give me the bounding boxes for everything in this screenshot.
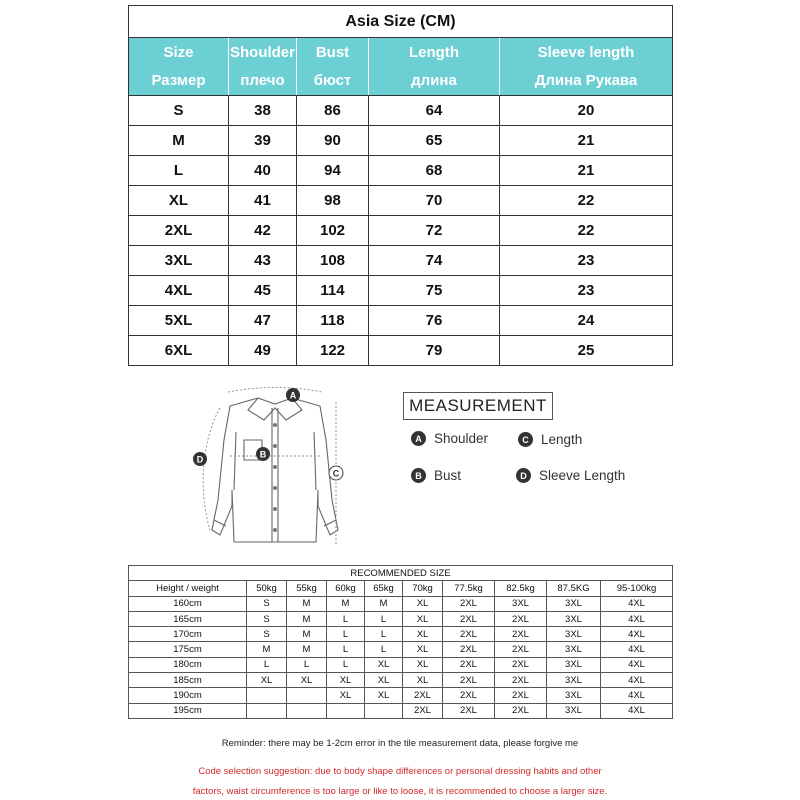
size-cell: 22 [500, 186, 673, 216]
suggestion-note-line1: Code selection suggestion: due to body shape differences or personal dressing habits and other [198, 766, 602, 777]
size-cell: 45 [229, 276, 297, 306]
recommended-row [129, 703, 673, 718]
size-cell: 90 [297, 126, 369, 156]
recommended-cell: S [247, 627, 287, 642]
recommended-cell: L [327, 627, 365, 642]
measurement-title: MEASUREMENT [403, 392, 553, 420]
recommended-cell: 2XL [495, 657, 547, 672]
recommended-cell: 4XL [601, 657, 673, 672]
size-row [129, 216, 673, 246]
recommended-cell: 3XL [547, 596, 601, 611]
recommended-cell: L [327, 657, 365, 672]
recommended-cell: M [287, 596, 327, 611]
recommended-cell: 2XL [495, 703, 547, 718]
size-cell: S [129, 96, 229, 126]
size-cell: 25 [500, 336, 673, 366]
recommended-cell: 3XL [547, 673, 601, 688]
recommended-cell: 4XL [601, 688, 673, 703]
size-row [129, 186, 673, 216]
recommended-cell: XL [403, 657, 443, 672]
recommended-header-cell: 50kg [247, 581, 287, 596]
legend-length [518, 432, 582, 447]
recommended-header-cell: 60kg [327, 581, 365, 596]
recommended-cell: 165cm [129, 611, 247, 626]
size-cell: 68 [369, 156, 500, 186]
label-b: B [259, 449, 267, 460]
recommended-cell: 180cm [129, 657, 247, 672]
size-row [129, 126, 673, 156]
shirt-placket [272, 408, 278, 542]
recommended-header-cell: 65kg [365, 581, 403, 596]
recommended-cell: 2XL [443, 642, 495, 657]
shirt-body [212, 398, 338, 542]
shirt-button [273, 528, 277, 532]
recommended-cell: 3XL [547, 627, 601, 642]
recommended-cell: L [365, 627, 403, 642]
recommended-cell: S [247, 596, 287, 611]
recommended-row [129, 657, 673, 672]
recommended-cell: 175cm [129, 642, 247, 657]
recommended-cell: 4XL [601, 673, 673, 688]
recommended-cell: XL [327, 688, 365, 703]
recommended-cell: 2XL [443, 657, 495, 672]
size-cell: 40 [229, 156, 297, 186]
label-c: C [332, 468, 340, 479]
size-cell: 102 [297, 216, 369, 246]
recommended-header-row [129, 581, 673, 596]
recommended-cell: 2XL [495, 611, 547, 626]
size-row [129, 336, 673, 366]
legend-label-length: Length [541, 432, 583, 447]
size-cell: 108 [297, 246, 369, 276]
recommended-cell: M [247, 642, 287, 657]
recommended-cell: S [247, 611, 287, 626]
size-cell: 39 [229, 126, 297, 156]
size-cell: 114 [297, 276, 369, 306]
size-cell: 79 [369, 336, 500, 366]
recommended-cell: 2XL [403, 703, 443, 718]
header-bust: Bust [297, 38, 369, 67]
legend-label-shoulder: Shoulder [434, 431, 489, 446]
header-size-ru: Размер [129, 67, 229, 96]
recommended-cell: 2XL [403, 688, 443, 703]
recommended-header-cell: Height / weight [129, 581, 247, 596]
label-a: A [289, 390, 297, 401]
recommended-cell: XL [247, 673, 287, 688]
size-cell: 4XL [129, 276, 229, 306]
size-cell: 118 [297, 306, 369, 336]
recommended-cell: 2XL [495, 673, 547, 688]
recommended-cell: L [327, 642, 365, 657]
recommended-cell: 2XL [443, 627, 495, 642]
legend-sleeve-length [516, 468, 625, 483]
legend-badge-b: B [411, 468, 426, 483]
size-cell: 72 [369, 216, 500, 246]
size-cell: 6XL [129, 336, 229, 366]
recommended-cell [327, 703, 365, 718]
size-cell: 21 [500, 156, 673, 186]
recommended-row [129, 642, 673, 657]
legend-badge-c: C [518, 432, 533, 447]
recommended-cell: 2XL [495, 642, 547, 657]
header-bust-ru: бюст [297, 67, 369, 96]
header-sleeve-length-ru: Длина Рукава [500, 67, 673, 96]
recommended-cell: XL [403, 642, 443, 657]
legend-badge-a: A [411, 431, 426, 446]
legend-label-bust: Bust [434, 468, 462, 483]
recommended-cell: 3XL [547, 703, 601, 718]
size-cell: 2XL [129, 216, 229, 246]
recommended-title: RECOMMENDED SIZE [129, 566, 673, 581]
recommended-header-cell: 87.5KG [547, 581, 601, 596]
recommended-row [129, 596, 673, 611]
recommended-cell: 2XL [443, 688, 495, 703]
recommended-cell [365, 703, 403, 718]
legend-bust [411, 468, 461, 483]
recommended-cell: M [287, 627, 327, 642]
recommended-cell: XL [365, 688, 403, 703]
size-cell: M [129, 126, 229, 156]
suggestion-note-line2: factors, waist circumference is too large or like to loose, it is recommended to choose a larger size. [192, 786, 608, 797]
recommended-cell: L [287, 657, 327, 672]
recommended-cell: XL [287, 673, 327, 688]
size-cell: 21 [500, 126, 673, 156]
shirt-button [273, 507, 277, 511]
recommended-header-cell: 95-100kg [601, 581, 673, 596]
size-cell: 70 [369, 186, 500, 216]
size-cell: 49 [229, 336, 297, 366]
size-cell: 23 [500, 276, 673, 306]
reminder-note: Reminder: there may be 1-2cm error in the tile measurement data, please forgive me [221, 738, 579, 749]
size-cell: 3XL [129, 246, 229, 276]
size-row [129, 96, 673, 126]
sleeve-arrow-line [203, 408, 220, 530]
size-cell: 122 [297, 336, 369, 366]
recommended-cell: 160cm [129, 596, 247, 611]
size-cell: 43 [229, 246, 297, 276]
size-cell: 38 [229, 96, 297, 126]
recommended-cell: XL [403, 596, 443, 611]
recommended-cell: M [287, 642, 327, 657]
recommended-cell: M [287, 611, 327, 626]
size-cell: 24 [500, 306, 673, 336]
size-cell: 22 [500, 216, 673, 246]
recommended-cell: 3XL [495, 596, 547, 611]
recommended-cell: 2XL [495, 627, 547, 642]
shirt-cuffs [214, 520, 336, 526]
shoulder-arrow-line [228, 388, 322, 393]
recommended-cell: 3XL [547, 688, 601, 703]
recommended-cell [287, 688, 327, 703]
recommended-cell: XL [403, 673, 443, 688]
size-row [129, 276, 673, 306]
recommended-cell: 2XL [443, 673, 495, 688]
size-cell: 65 [369, 126, 500, 156]
size-cell: 47 [229, 306, 297, 336]
recommended-cell: 170cm [129, 627, 247, 642]
recommended-header-cell: 70kg [403, 581, 443, 596]
size-cell: 74 [369, 246, 500, 276]
recommended-cell: 3XL [547, 611, 601, 626]
size-cell: 86 [297, 96, 369, 126]
recommended-cell: 3XL [547, 657, 601, 672]
recommended-cell: 4XL [601, 627, 673, 642]
shirt-measurement-diagram [180, 380, 370, 555]
recommended-cell: 4XL [601, 611, 673, 626]
header-shoulder-ru: плечо [229, 67, 297, 96]
shirt-button [273, 465, 277, 469]
size-cell: 76 [369, 306, 500, 336]
recommended-cell: 4XL [601, 703, 673, 718]
recommended-header-cell: 77.5kg [443, 581, 495, 596]
recommended-row [129, 611, 673, 626]
recommended-row [129, 688, 673, 703]
size-cell: 98 [297, 186, 369, 216]
size-cell: 5XL [129, 306, 229, 336]
recommended-cell: 195cm [129, 703, 247, 718]
recommended-cell: XL [403, 611, 443, 626]
recommended-cell: M [365, 596, 403, 611]
shirt-side-seams [234, 432, 316, 490]
size-cell: L [129, 156, 229, 186]
recommended-cell: 2XL [443, 611, 495, 626]
recommended-cell: 190cm [129, 688, 247, 703]
header-length: Length [369, 38, 500, 67]
size-cell: 23 [500, 246, 673, 276]
recommended-cell: L [327, 611, 365, 626]
recommended-cell: 4XL [601, 596, 673, 611]
size-cell: XL [129, 186, 229, 216]
shirt-button [273, 423, 277, 427]
asia-size-table [128, 5, 673, 366]
legend-badge-d: D [516, 468, 531, 483]
recommended-cell: XL [403, 627, 443, 642]
size-row [129, 246, 673, 276]
recommended-cell [287, 703, 327, 718]
header-size: Size [129, 38, 229, 67]
size-cell: 64 [369, 96, 500, 126]
recommended-cell: 185cm [129, 673, 247, 688]
recommended-row [129, 673, 673, 688]
recommended-cell [247, 688, 287, 703]
label-d: D [196, 454, 204, 465]
recommended-row [129, 627, 673, 642]
size-cell: 20 [500, 96, 673, 126]
recommended-cell: 4XL [601, 642, 673, 657]
shirt-button [273, 444, 277, 448]
recommended-cell: 2XL [443, 703, 495, 718]
size-row [129, 306, 673, 336]
recommended-header-cell: 55kg [287, 581, 327, 596]
recommended-cell: XL [327, 673, 365, 688]
legend-label-sleeve-length: Sleeve Length [539, 468, 626, 483]
size-cell: 42 [229, 216, 297, 246]
size-cell: 75 [369, 276, 500, 306]
recommended-cell: 3XL [547, 642, 601, 657]
header-shoulder: Shoulder [229, 38, 297, 67]
recommended-header-cell: 82.5kg [495, 581, 547, 596]
legend-shoulder [411, 431, 488, 446]
recommended-cell: XL [365, 657, 403, 672]
asia-table-title: Asia Size (CM) [129, 6, 673, 38]
recommended-cell: XL [365, 673, 403, 688]
recommended-cell [247, 703, 287, 718]
header-sleeve-length: Sleeve length [500, 38, 673, 67]
recommended-cell: L [365, 642, 403, 657]
size-row [129, 156, 673, 186]
shirt-button [273, 486, 277, 490]
size-cell: 41 [229, 186, 297, 216]
recommended-size-table [128, 565, 673, 719]
recommended-cell: 2XL [443, 596, 495, 611]
header-length-ru: длина [369, 67, 500, 96]
size-cell: 94 [297, 156, 369, 186]
recommended-cell: L [247, 657, 287, 672]
recommended-cell: L [365, 611, 403, 626]
recommended-cell: M [327, 596, 365, 611]
recommended-cell: 2XL [495, 688, 547, 703]
